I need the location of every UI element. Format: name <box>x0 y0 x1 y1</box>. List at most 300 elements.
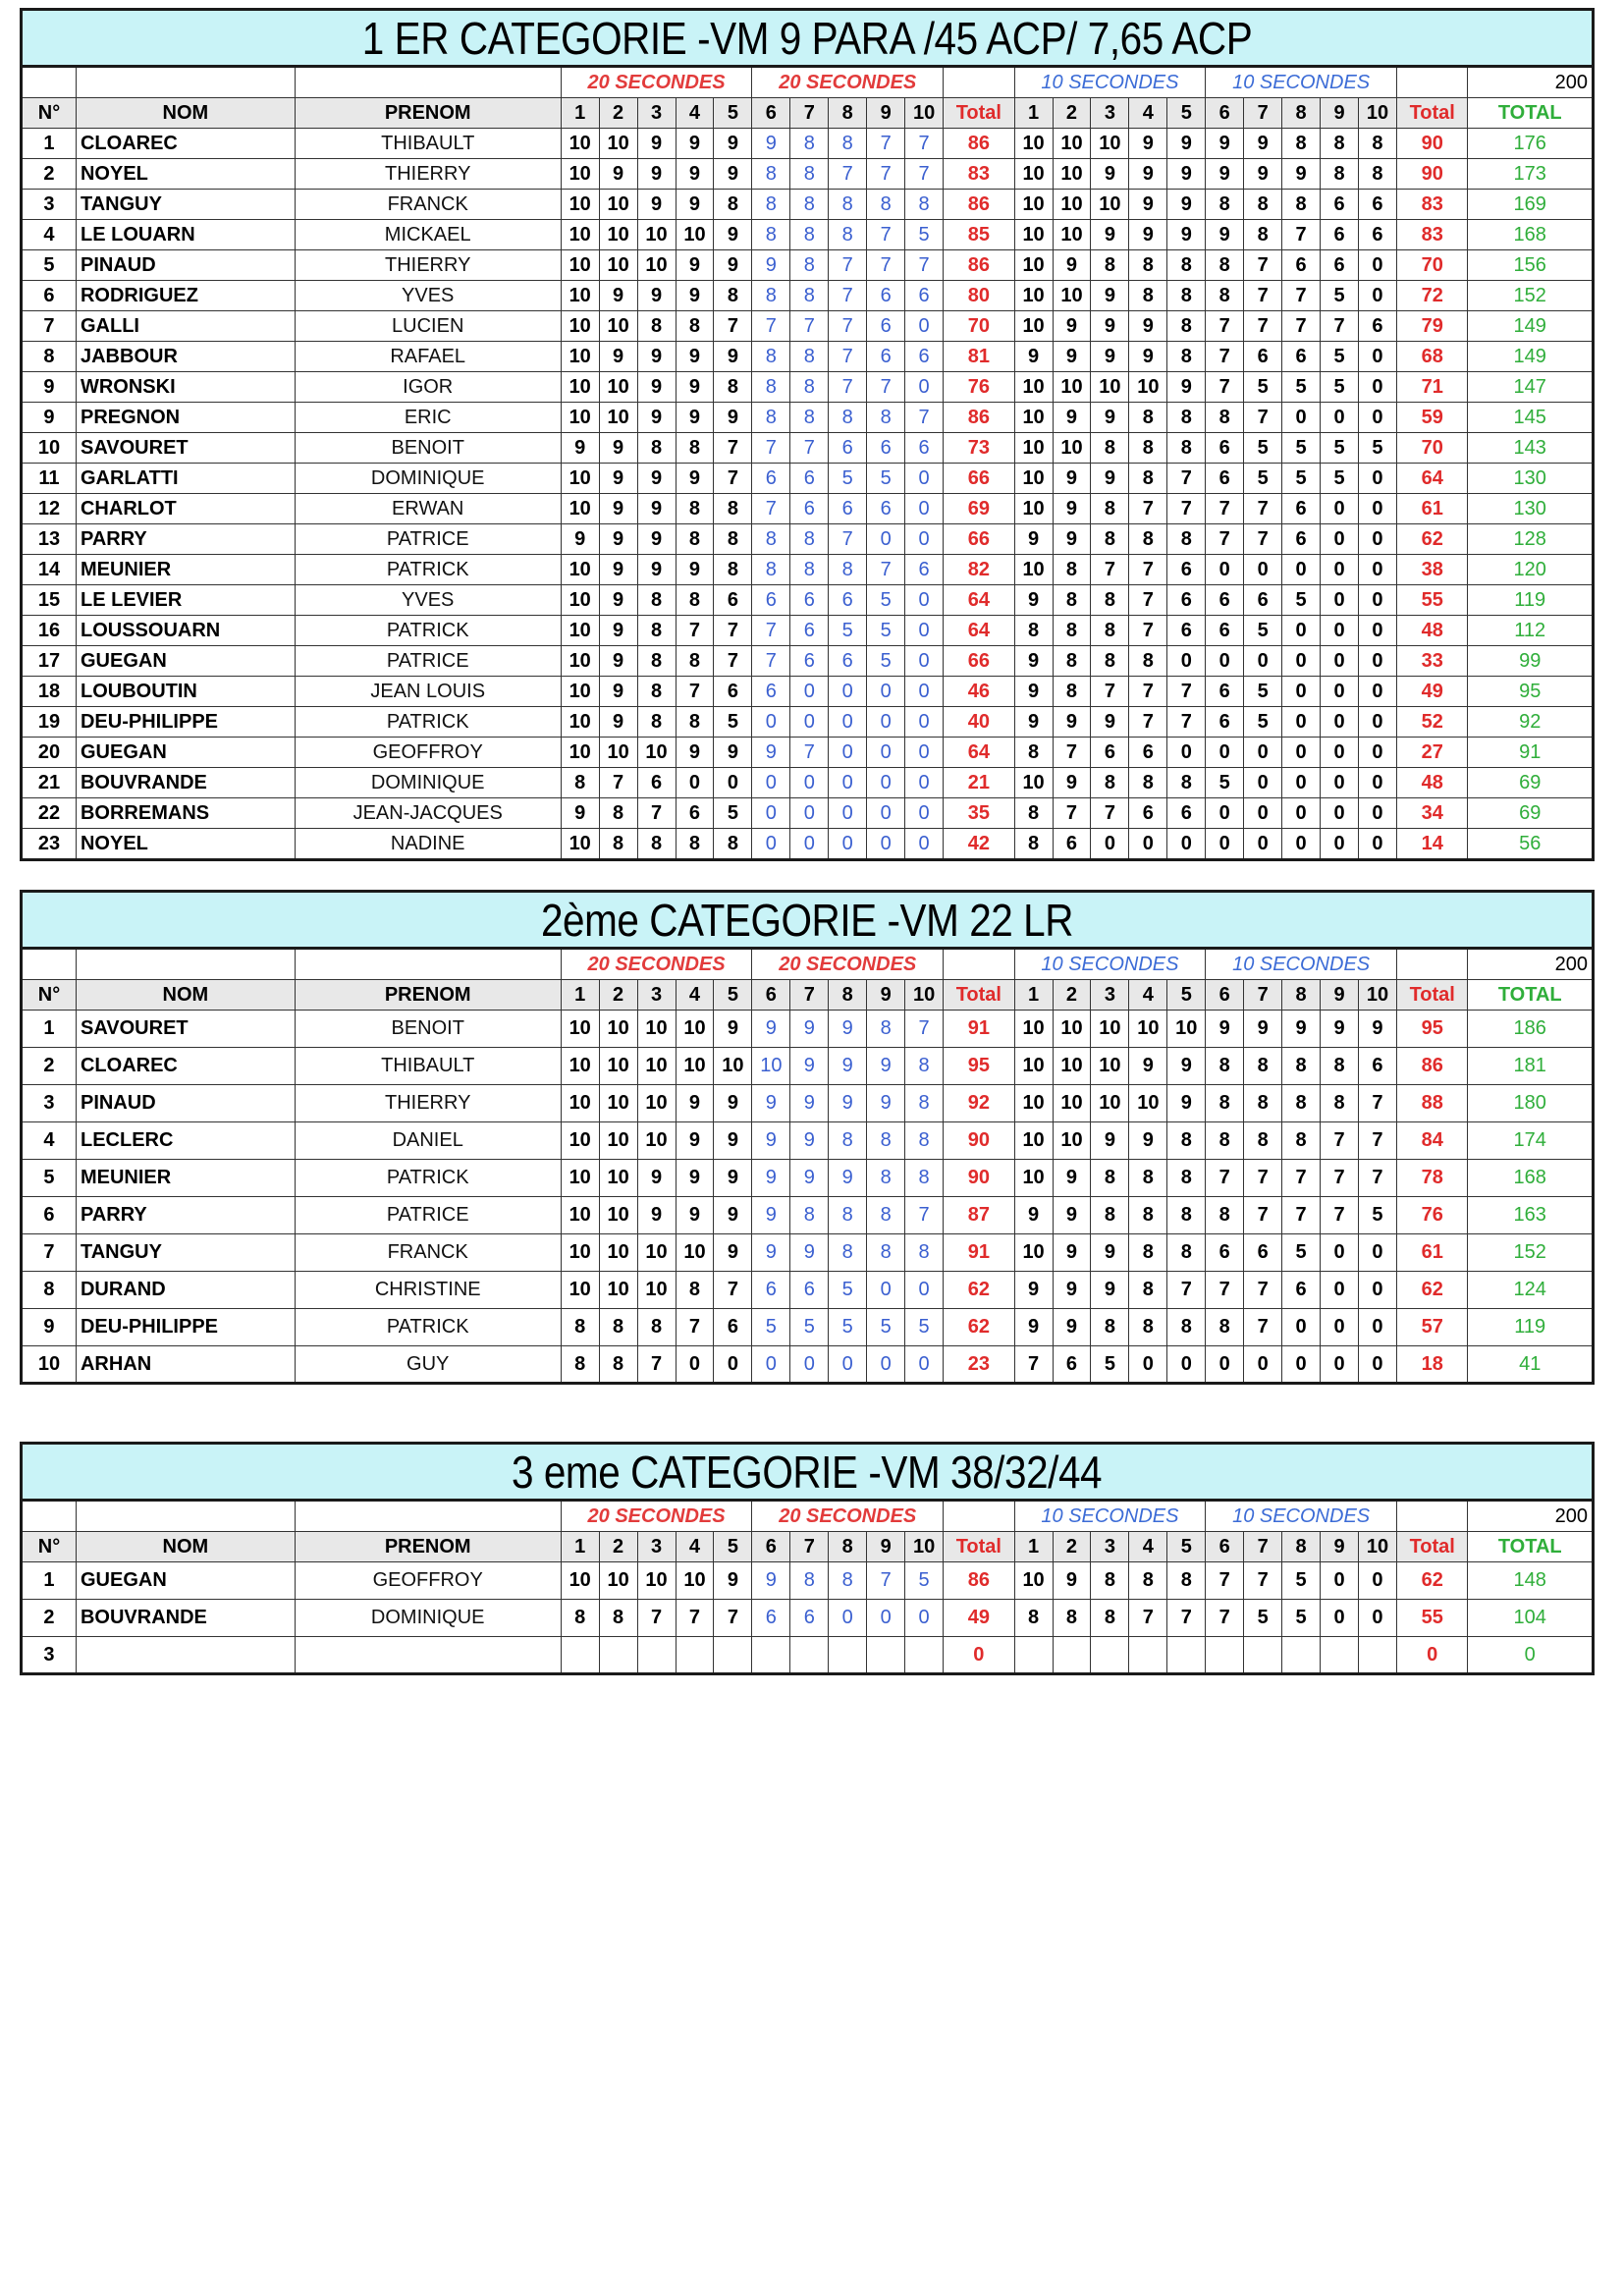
blank-cell <box>295 949 561 980</box>
shot-score: 0 <box>905 1272 944 1309</box>
shot-score: 8 <box>1091 250 1129 281</box>
shot-score: 0 <box>1244 738 1282 768</box>
category-title-text: 3 eme CATEGORIE -VM 38/32/44 <box>512 1446 1103 1498</box>
table-row <box>22 1272 1594 1309</box>
shot-score: 0 <box>1282 677 1321 707</box>
shot-score: 5 <box>714 798 752 829</box>
shot-score: 9 <box>676 1122 714 1160</box>
shot-score: 10 <box>1091 1085 1129 1122</box>
shot-score: 5 <box>829 616 867 646</box>
row-nom: PARRY <box>76 524 295 555</box>
shot-score: 0 <box>1321 1272 1359 1309</box>
shot-score <box>637 1637 676 1674</box>
shot-score: 0 <box>1358 1346 1396 1384</box>
shot-score: 7 <box>1244 1197 1282 1234</box>
shot-score: 10 <box>599 311 637 342</box>
row-number: 1 <box>22 129 77 159</box>
shot-score: 7 <box>1358 1160 1396 1197</box>
shot-score: 9 <box>752 738 790 768</box>
shot-score: 0 <box>905 494 944 524</box>
table-row <box>22 768 1594 798</box>
shot-score: 0 <box>1321 1346 1359 1384</box>
series-2-total: 27 <box>1396 738 1468 768</box>
shot-score: 7 <box>1282 220 1321 250</box>
shot-score: 10 <box>1014 464 1053 494</box>
shot-score: 8 <box>1167 1160 1206 1197</box>
shot-score: 10 <box>676 1234 714 1272</box>
series-label-10s: 10 SECONDES <box>1206 949 1397 980</box>
series-2-total: 48 <box>1396 768 1468 798</box>
shot-score: 8 <box>790 372 829 403</box>
shot-score: 6 <box>752 677 790 707</box>
grand-total: 163 <box>1468 1197 1594 1234</box>
shot-score: 8 <box>1206 1309 1244 1346</box>
blank-cell <box>1396 1501 1468 1532</box>
row-number: 2 <box>22 1600 77 1637</box>
shot-score: 6 <box>752 464 790 494</box>
row-prenom: DOMINIQUE <box>295 464 561 494</box>
table-row <box>22 677 1594 707</box>
shot-score: 7 <box>1321 1160 1359 1197</box>
shot-score: 7 <box>1206 1600 1244 1637</box>
shot-score: 0 <box>1321 1309 1359 1346</box>
shot-score: 9 <box>676 129 714 159</box>
shot-score: 8 <box>790 250 829 281</box>
shot-score: 0 <box>676 768 714 798</box>
shot-score: 5 <box>1321 342 1359 372</box>
shot-score: 7 <box>637 1600 676 1637</box>
row-number: 3 <box>22 1637 77 1674</box>
shot-score: 0 <box>1321 616 1359 646</box>
shot-score: 5 <box>1244 707 1282 738</box>
row-number: 19 <box>22 707 77 738</box>
shot-score <box>1167 1637 1206 1674</box>
header-shot: 1 <box>1014 980 1053 1011</box>
shot-score: 10 <box>561 829 599 860</box>
row-number: 16 <box>22 616 77 646</box>
shot-score: 10 <box>637 1122 676 1160</box>
series-1-total: 80 <box>944 281 1015 311</box>
shot-score: 9 <box>1014 677 1053 707</box>
shot-score: 9 <box>714 342 752 372</box>
shot-score: 10 <box>599 372 637 403</box>
shot-score: 6 <box>1167 798 1206 829</box>
shot-score: 10 <box>676 220 714 250</box>
header-shot: 8 <box>829 98 867 129</box>
shot-score: 9 <box>676 250 714 281</box>
shot-score: 8 <box>1053 1600 1091 1637</box>
shot-score: 8 <box>1053 616 1091 646</box>
grand-total: 176 <box>1468 129 1594 159</box>
shot-score: 8 <box>1091 524 1129 555</box>
shot-score: 8 <box>829 403 867 433</box>
shot-score: 7 <box>1206 1562 1244 1600</box>
series-label-row <box>22 1501 1594 1532</box>
series-1-total: 64 <box>944 585 1015 616</box>
shot-score: 5 <box>1206 768 1244 798</box>
shot-score: 10 <box>1053 281 1091 311</box>
shot-score: 9 <box>752 1234 790 1272</box>
shot-score: 9 <box>676 464 714 494</box>
header-grand-total: TOTAL <box>1468 98 1594 129</box>
series-1-total: 86 <box>944 403 1015 433</box>
header-total: Total <box>1396 980 1468 1011</box>
table-row <box>22 1122 1594 1160</box>
grand-total: 91 <box>1468 738 1594 768</box>
shot-score: 8 <box>1167 1197 1206 1234</box>
header-shot: 4 <box>1129 1532 1167 1562</box>
series-2-total: 18 <box>1396 1346 1468 1384</box>
shot-score: 0 <box>1358 555 1396 585</box>
series-2-total: 57 <box>1396 1309 1468 1346</box>
shot-score: 9 <box>1053 464 1091 494</box>
series-2-total: 61 <box>1396 1234 1468 1272</box>
shot-score: 10 <box>561 250 599 281</box>
shot-score: 10 <box>1014 281 1053 311</box>
shot-score: 0 <box>714 1346 752 1384</box>
row-nom: GALLI <box>76 311 295 342</box>
shot-score: 8 <box>637 1309 676 1346</box>
shot-score: 10 <box>1014 190 1053 220</box>
shot-score: 6 <box>714 585 752 616</box>
header-shot: 5 <box>1167 98 1206 129</box>
series-2-total: 61 <box>1396 494 1468 524</box>
shot-score <box>561 1637 599 1674</box>
shot-score: 0 <box>1244 555 1282 585</box>
header-shot: 6 <box>752 98 790 129</box>
row-number: 18 <box>22 677 77 707</box>
shot-score: 8 <box>1206 1048 1244 1085</box>
shot-score: 8 <box>1167 524 1206 555</box>
series-1-total: 91 <box>944 1234 1015 1272</box>
shot-score: 7 <box>752 311 790 342</box>
shot-score: 0 <box>1358 250 1396 281</box>
shot-score: 0 <box>1358 646 1396 677</box>
grand-total: 104 <box>1468 1600 1594 1637</box>
shot-score: 0 <box>905 585 944 616</box>
shot-score: 8 <box>790 524 829 555</box>
shot-score: 6 <box>752 1272 790 1309</box>
shot-score: 8 <box>1282 129 1321 159</box>
header-total: Total <box>944 98 1015 129</box>
row-number: 12 <box>22 494 77 524</box>
shot-score: 8 <box>790 281 829 311</box>
shot-score: 0 <box>1206 555 1244 585</box>
series-label-10s: 10 SECONDES <box>1014 67 1206 98</box>
shot-score: 10 <box>637 738 676 768</box>
shot-score: 0 <box>905 1346 944 1384</box>
shot-score: 10 <box>1014 1234 1053 1272</box>
shot-score: 7 <box>829 372 867 403</box>
row-nom: GUEGAN <box>76 738 295 768</box>
shot-score: 9 <box>1244 159 1282 190</box>
shot-score: 8 <box>1091 1309 1129 1346</box>
shot-score: 9 <box>637 342 676 372</box>
shot-score: 5 <box>1282 1234 1321 1272</box>
shot-score: 6 <box>1321 220 1359 250</box>
shot-score: 8 <box>1129 433 1167 464</box>
series-2-total: 33 <box>1396 646 1468 677</box>
shot-score: 10 <box>561 616 599 646</box>
shot-score: 0 <box>905 372 944 403</box>
shot-score: 0 <box>905 707 944 738</box>
category-2-section <box>20 890 1595 1385</box>
header-shot: 1 <box>1014 98 1053 129</box>
shot-score: 0 <box>867 829 905 860</box>
row-number: 7 <box>22 1234 77 1272</box>
shot-score: 10 <box>599 1272 637 1309</box>
shot-score: 9 <box>1053 1309 1091 1346</box>
shot-score: 6 <box>867 281 905 311</box>
row-prenom: IGOR <box>295 372 561 403</box>
shot-score: 0 <box>1282 829 1321 860</box>
shot-score: 10 <box>1053 372 1091 403</box>
series-1-total: 49 <box>944 1600 1015 1637</box>
shot-score: 6 <box>790 646 829 677</box>
shot-score: 8 <box>905 1160 944 1197</box>
shot-score: 0 <box>714 768 752 798</box>
row-prenom: JEAN-JACQUES <box>295 798 561 829</box>
shot-score: 9 <box>1053 1562 1091 1600</box>
shot-score: 10 <box>1014 129 1053 159</box>
row-number: 4 <box>22 220 77 250</box>
shot-score: 9 <box>637 190 676 220</box>
shot-score: 0 <box>829 1600 867 1637</box>
header-num: N° <box>22 98 77 129</box>
grand-total: 148 <box>1468 1562 1594 1600</box>
shot-score: 7 <box>714 464 752 494</box>
series-label-row <box>22 949 1594 980</box>
shot-score: 0 <box>752 798 790 829</box>
shot-score: 8 <box>1167 768 1206 798</box>
row-number: 5 <box>22 250 77 281</box>
row-number: 8 <box>22 1272 77 1309</box>
shot-score: 8 <box>867 1122 905 1160</box>
shot-score: 8 <box>1321 1085 1359 1122</box>
shot-score: 8 <box>829 555 867 585</box>
series-2-total: 83 <box>1396 220 1468 250</box>
shot-score: 0 <box>1282 646 1321 677</box>
shot-score: 0 <box>867 1346 905 1384</box>
grand-total: 128 <box>1468 524 1594 555</box>
shot-score: 6 <box>1206 707 1244 738</box>
shot-score: 0 <box>905 738 944 768</box>
row-prenom: PATRICK <box>295 1160 561 1197</box>
shot-score: 6 <box>637 768 676 798</box>
shot-score: 6 <box>714 677 752 707</box>
shot-score: 0 <box>1167 738 1206 768</box>
shot-score: 6 <box>790 616 829 646</box>
shot-score: 7 <box>1091 677 1129 707</box>
shot-score: 5 <box>905 220 944 250</box>
grand-total: 124 <box>1468 1272 1594 1309</box>
shot-score: 8 <box>1053 646 1091 677</box>
row-nom: MEUNIER <box>76 1160 295 1197</box>
shot-score: 8 <box>1129 524 1167 555</box>
shot-score: 9 <box>790 1085 829 1122</box>
shot-score: 8 <box>1282 1085 1321 1122</box>
shot-score: 6 <box>1206 585 1244 616</box>
table-row <box>22 1637 1594 1674</box>
series-label-row <box>22 67 1594 98</box>
shot-score: 7 <box>867 1562 905 1600</box>
shot-score: 6 <box>1282 524 1321 555</box>
shot-score: 7 <box>676 1600 714 1637</box>
shot-score: 9 <box>790 1234 829 1272</box>
shot-score: 0 <box>790 707 829 738</box>
shot-score: 5 <box>1282 433 1321 464</box>
table-row <box>22 372 1594 403</box>
shot-score: 8 <box>867 1234 905 1272</box>
header-nom: NOM <box>76 980 295 1011</box>
series-label-20s: 20 SECONDES <box>561 949 752 980</box>
shot-score: 6 <box>790 1272 829 1309</box>
blank-cell <box>944 949 1015 980</box>
shot-score: 6 <box>790 1600 829 1637</box>
shot-score: 8 <box>1206 190 1244 220</box>
shot-score: 8 <box>714 372 752 403</box>
shot-score: 6 <box>1167 585 1206 616</box>
series-1-total: 62 <box>944 1309 1015 1346</box>
shot-score: 7 <box>1282 281 1321 311</box>
shot-score: 10 <box>599 1048 637 1085</box>
blank-cell <box>295 67 561 98</box>
shot-score: 8 <box>829 129 867 159</box>
shot-score: 0 <box>829 798 867 829</box>
table-row <box>22 1197 1594 1234</box>
shot-score: 7 <box>1167 707 1206 738</box>
row-prenom: PATRICE <box>295 646 561 677</box>
series-1-total: 86 <box>944 190 1015 220</box>
shot-score: 9 <box>561 798 599 829</box>
shot-score: 6 <box>1053 1346 1091 1384</box>
shot-score: 0 <box>1358 1309 1396 1346</box>
grand-total: 186 <box>1468 1011 1594 1048</box>
shot-score: 0 <box>1321 646 1359 677</box>
shot-score: 10 <box>1014 159 1053 190</box>
shot-score: 7 <box>829 342 867 372</box>
shot-score: 7 <box>790 433 829 464</box>
series-label-10s: 10 SECONDES <box>1206 67 1397 98</box>
shot-score: 0 <box>1321 585 1359 616</box>
header-shot: 10 <box>905 98 944 129</box>
shot-score: 8 <box>1167 311 1206 342</box>
shot-score: 8 <box>752 403 790 433</box>
series-1-total: 90 <box>944 1122 1015 1160</box>
shot-score: 10 <box>714 1048 752 1085</box>
shot-score: 8 <box>714 524 752 555</box>
shot-score: 6 <box>752 1600 790 1637</box>
shot-score: 8 <box>790 129 829 159</box>
grand-total: 180 <box>1468 1085 1594 1122</box>
shot-score: 8 <box>1129 403 1167 433</box>
shot-score: 8 <box>1244 220 1282 250</box>
series-1-total: 86 <box>944 1562 1015 1600</box>
shot-score: 10 <box>1167 1011 1206 1048</box>
header-shot: 8 <box>829 1532 867 1562</box>
shot-score: 0 <box>1358 707 1396 738</box>
shot-score: 0 <box>1358 738 1396 768</box>
header-shot: 1 <box>561 1532 599 1562</box>
header-shot: 7 <box>1244 980 1282 1011</box>
column-header-row <box>22 1532 1594 1562</box>
shot-score: 7 <box>752 494 790 524</box>
shot-score: 8 <box>1321 1048 1359 1085</box>
shot-score: 10 <box>1091 1048 1129 1085</box>
table-row <box>22 311 1594 342</box>
shot-score: 9 <box>1091 707 1129 738</box>
row-prenom: PATRICE <box>295 524 561 555</box>
shot-score: 7 <box>676 1309 714 1346</box>
series-1-total: 90 <box>944 1160 1015 1197</box>
shot-score: 8 <box>599 1309 637 1346</box>
shot-score: 10 <box>599 1011 637 1048</box>
shot-score: 9 <box>1129 311 1167 342</box>
category-title-text: 2ème CATEGORIE -VM 22 LR <box>540 894 1074 946</box>
shot-score: 9 <box>714 1160 752 1197</box>
row-number: 4 <box>22 1122 77 1160</box>
row-prenom: DOMINIQUE <box>295 1600 561 1637</box>
row-nom: DEU-PHILIPPE <box>76 707 295 738</box>
shot-score: 8 <box>1091 1600 1129 1637</box>
shot-score: 10 <box>1053 1122 1091 1160</box>
shot-score: 6 <box>867 494 905 524</box>
table-row <box>22 585 1594 616</box>
shot-score: 6 <box>1206 677 1244 707</box>
shot-score: 0 <box>790 798 829 829</box>
shot-score: 9 <box>752 129 790 159</box>
shot-score: 10 <box>561 342 599 372</box>
shot-score: 10 <box>1129 1011 1167 1048</box>
blank-cell <box>295 1501 561 1532</box>
series-label-20s: 20 SECONDES <box>561 1501 752 1532</box>
header-shot: 9 <box>867 1532 905 1562</box>
shot-score: 7 <box>1129 677 1167 707</box>
shot-score: 8 <box>1091 646 1129 677</box>
row-nom: CHARLOT <box>76 494 295 524</box>
shot-score: 5 <box>1282 1600 1321 1637</box>
shot-score: 7 <box>714 616 752 646</box>
shot-score: 9 <box>1014 646 1053 677</box>
grand-total: 168 <box>1468 220 1594 250</box>
shot-score: 8 <box>1129 646 1167 677</box>
shot-score: 5 <box>867 1309 905 1346</box>
shot-score: 0 <box>1206 829 1244 860</box>
shot-score: 7 <box>867 159 905 190</box>
shot-score: 0 <box>1244 646 1282 677</box>
shot-score: 9 <box>1167 129 1206 159</box>
shot-score: 9 <box>637 1197 676 1234</box>
grand-total: 143 <box>1468 433 1594 464</box>
shot-score: 10 <box>1091 1011 1129 1048</box>
table-row <box>22 464 1594 494</box>
shot-score: 9 <box>637 129 676 159</box>
series-1-total: 82 <box>944 555 1015 585</box>
shot-score: 8 <box>676 524 714 555</box>
shot-score: 8 <box>1091 1197 1129 1234</box>
shot-score: 8 <box>1091 494 1129 524</box>
series-1-total: 85 <box>944 220 1015 250</box>
header-shot: 3 <box>637 98 676 129</box>
table-row <box>22 250 1594 281</box>
shot-score: 0 <box>1282 738 1321 768</box>
table-row <box>22 1048 1594 1085</box>
shot-score: 8 <box>599 798 637 829</box>
shot-score: 10 <box>676 1562 714 1600</box>
header-shot: 9 <box>867 980 905 1011</box>
shot-score: 9 <box>714 1122 752 1160</box>
shot-score: 0 <box>1321 403 1359 433</box>
